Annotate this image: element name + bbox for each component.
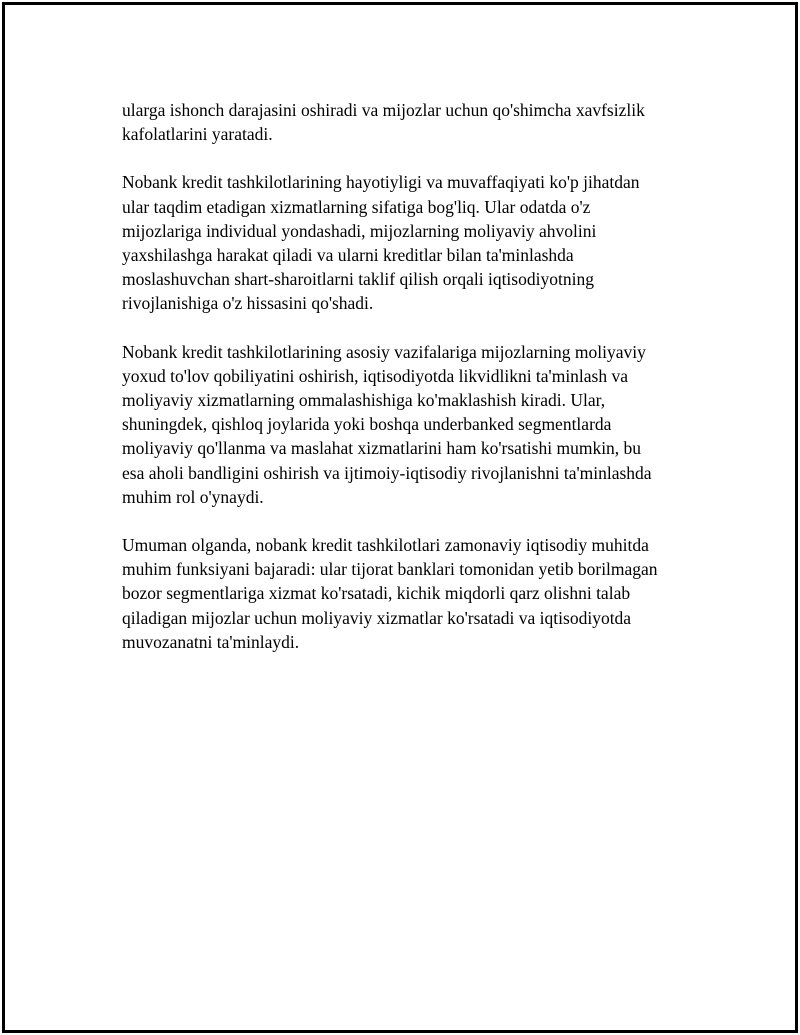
paragraph-3: Nobank kredit tashkilotlarining asosiy vazifalariga mijozlarning moliyaviy yoxud to'lov qobiliyatini oshirish, iqtisodiyotda likvidlikni ta'minlash va moliyaviy xizmatlarning ommalashishiga ko'maklashish kiradi. Ular, shuningdek, qishloq joylarida yoki boshqa underbanked segmentlarda moliyaviy qo'llanma va maslahat xizmatlarini ham ko'rsatishi mumkin, bu esa aholi bandligini oshirish va ijtimoiy-iqtisodiy rivojlanishni ta'minlashda muhim rol o'ynaydi. [122, 341, 652, 507]
document-body [122, 98, 697, 678]
paragraph-4: Umuman olganda, nobank kredit tashkilotlari zamonaviy iqtisodiy muhitda muhim funksiyani bajaradi: ular tijorat banklari tomonidan yetib borilmagan bozor segmentlariga xizmat ko'rsatadi, kichik miqdorli qarz olishni talab qiladigan mijozlar uchun moliyaviy xizmatlar ko'rsatadi va iqtisodiyotda muvozanatni ta'minlaydi. [122, 535, 658, 652]
page-frame [2, 2, 798, 1033]
paragraph-1: ularga ishonch darajasini oshiradi va mijozlar uchun qo'shimcha xavfsizlik kafolatlarini yaratadi. [122, 100, 645, 145]
paragraph-2: Nobank kredit tashkilotlarining hayotiyligi va muvaffaqiyati ko'p jihatdan ular taqdim etadigan xizmatlarning sifatiga bog'liq. Ular odatda o'z mijozlariga individual yondashadi, mijozlarning moliyaviy ahvolini yaxshilashga harakat qiladi va ularni kreditlar bilan ta'minlashda moslashuvchan shart-sharoitlarni taklif qilish orqali iqtisodiyotning rivojlanishiga o'z hissasini qo'shadi. [122, 172, 640, 314]
